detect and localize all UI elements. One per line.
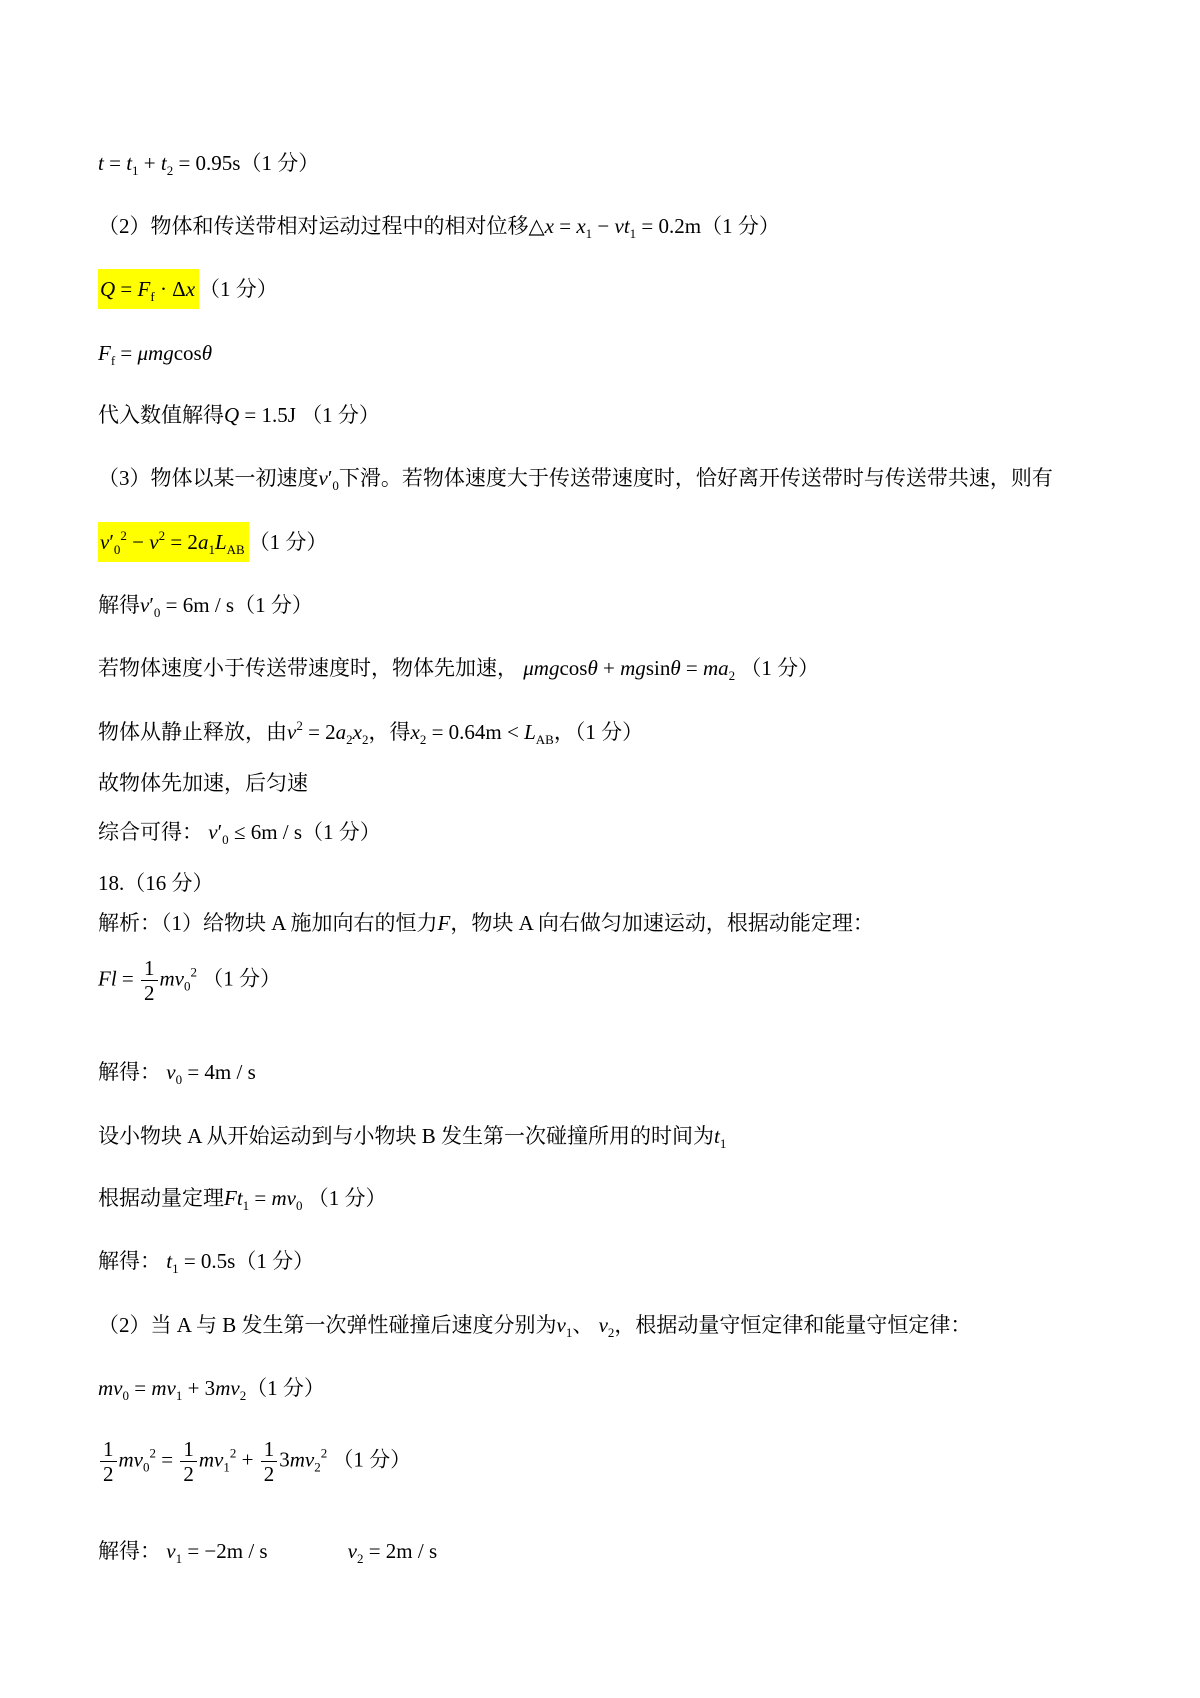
fraction-half: $\frac{1}{2}$ [180, 1437, 197, 1486]
score-note: （1 分） [295, 403, 380, 427]
v1-value: = −2m / s [182, 1539, 268, 1563]
score-note: （1 分） [740, 656, 820, 680]
line-t1-solution: 解得： $t_1 = 0.5s(1$ 分） [98, 1249, 315, 1276]
heat-value: = 1.5J [239, 403, 296, 427]
line-energy-conservation: $\frac{1}{2}$ $mv_0^2$ = $\frac{1}{2}$ $mv_1^2$ + $\frac{1}{2}$ $3mv_2^2$ （1 分） [98, 1437, 411, 1486]
line-release-from-rest: 物体从静止释放，由$v^2 = 2a_2x_2$，得$x_2 = 0.64m < L_{AB}$，（1 分） [98, 718, 644, 747]
score-note: （1 分） [307, 1186, 387, 1210]
line-v0-result: 解得$v'_0 = 6m / s(1$ 分） [98, 593, 313, 620]
score-note: ，（1 分） [553, 720, 644, 744]
v2-value: = 2m / s [363, 1539, 438, 1563]
line-relative-displacement: （2）物体和传送带相对运动过程中的相对位移△x = $x_1 - vt_1 = 0.2m(1$ 分） [98, 214, 780, 241]
line-work-energy: Fl = $\frac{1}{2}$ $mv_0^2$ （1 分） [98, 956, 282, 1005]
line-heat-formula [98, 274, 278, 304]
line-part2-intro: （2）当 A 与 B 发生第一次弹性碰撞后速度分别为$v_1$、 $v_2$，根据动量守恒定律和能量守恒定律： [98, 1313, 972, 1340]
score-note: （1 分） [235, 1249, 315, 1273]
line-accelerate-case: 若物体速度小于传送带速度时，物体先加速， $\mu mgcos\theta + mgsin\theta = ma_2$ （1 分） [98, 656, 820, 683]
score-note: （1 分） [202, 966, 282, 991]
score-note: （1 分） [332, 1447, 412, 1472]
line-conclusion-motion: 故物体先加速，后匀速 [98, 771, 308, 795]
displacement-value: = 0.2m [636, 214, 702, 238]
line-part1-intro: 解析：（1）给物块 A 施加向右的恒力F，物块 A 向右做匀加速运动，根据动能定理： [98, 911, 874, 935]
score-note: （1 分） [248, 530, 328, 554]
score-note: （1 分） [234, 593, 313, 617]
line-time-total: $t = t_1 + t_2 = 0.95s(1$ 分） [98, 151, 320, 178]
v0-bound: ≤ 6m / s [228, 820, 303, 844]
v0-solution-value: = 4m / s [182, 1060, 256, 1084]
highlighted-formula: $v'_0^2 - v^2 = 2a_1L_{AB}$ [98, 522, 249, 562]
line-momentum-conservation: $mv_0 = mv_1 + 3mv_2(1$ 分） [98, 1376, 325, 1403]
score-note: （1 分） [199, 277, 278, 301]
line-time-definition: 设小物块 A 从开始运动到与小物块 B 发生第一次碰撞所用的时间为$t_1$ [98, 1124, 727, 1151]
line-v0-solution: 解得： $v_0 = 4m / s$ [98, 1060, 256, 1087]
line-combined-result: 综合可得： $v'_0 \le 6m / s(1$ 分） [98, 820, 381, 847]
line-part3-intro: （3）物体以某一初速度$v'_0$下滑。若物体速度大于传送带速度时，恰好离开传送带时与传送带共速，则有 [98, 466, 1053, 493]
fraction-half: $\frac{1}{2}$ [261, 1437, 278, 1486]
score-note: （1 分） [701, 214, 780, 238]
score-note: （1 分） [240, 151, 320, 175]
score-note: （1 分） [302, 820, 381, 844]
t1-value: = 0.5s [178, 1249, 236, 1273]
x2-value: = 0.64m < [426, 720, 525, 744]
v0-value: = 6m / s [160, 593, 235, 617]
fraction-half: $\frac{1}{2}$ [100, 1437, 117, 1486]
fraction-half: $\frac{1}{2}$ [141, 956, 158, 1005]
line-kinematic-equation [98, 527, 327, 557]
score-note: （1 分） [246, 1376, 325, 1400]
line-velocity-results: 解得： $v_1 = -2m / s$ $v_2 = 2m / s$ [98, 1539, 438, 1566]
line-friction-formula: $F_f = \mu mgcos\theta$ [98, 341, 213, 368]
line-impulse-theorem: 根据动量定理$Ft_1 = mv_0$ （1 分） [98, 1186, 387, 1213]
question-18-heading: 18.（16 分） [98, 871, 214, 895]
time-total-value: = 0.95s [173, 151, 241, 175]
highlighted-formula: $Q = F_f \cdot \Delta x$ [98, 269, 199, 309]
line-heat-result: 代入数值解得Q = 1.5J （1 分） [98, 403, 380, 427]
